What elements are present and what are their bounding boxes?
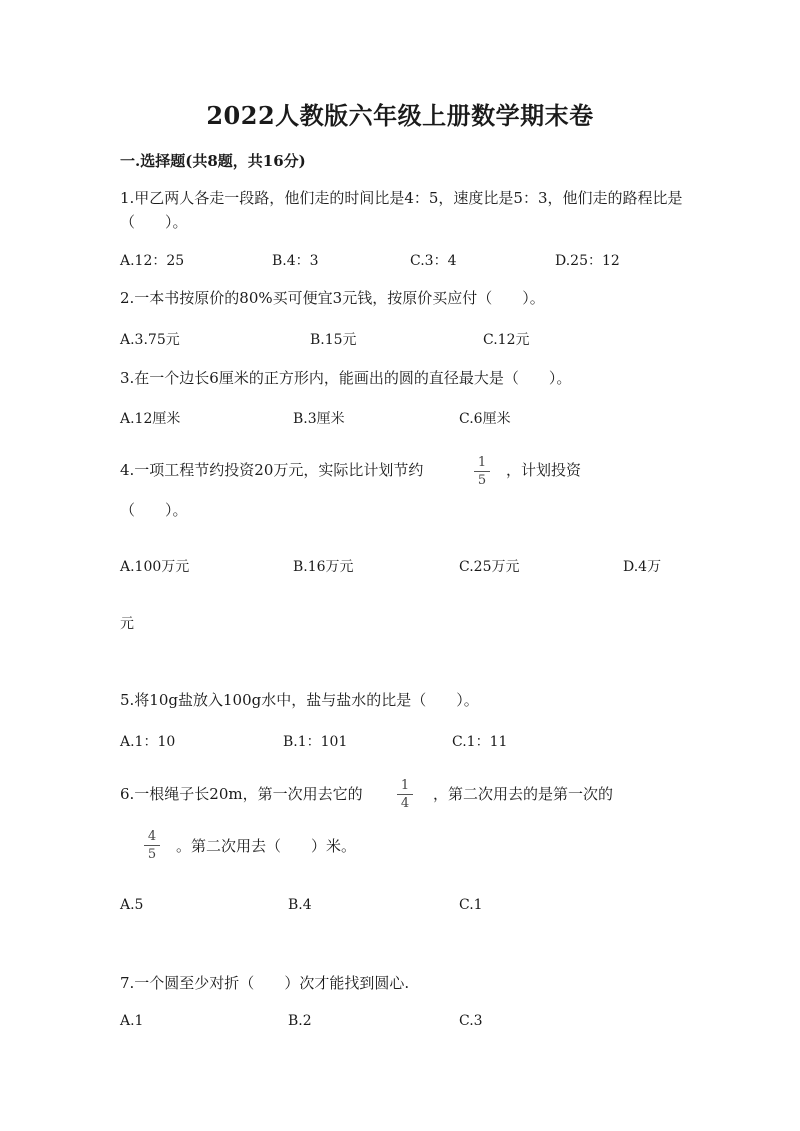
question-6-option-a[interactable]: A.5 [120,897,144,913]
question-7-text: 7.一个圆至少对折（ ）次才能找到圆心. [120,974,410,992]
question-4-text-a: 4.一项工程节约投资20万元，实际比计划节约 [120,461,424,479]
question-6-fraction-b [144,829,160,862]
question-5-option-c[interactable]: C.1：11 [452,734,508,750]
question-6-text-b: ，第二次用去的是第一次的 [433,785,614,803]
fraction-denominator: 5 [147,847,157,862]
question-1-option-c[interactable]: C.3：4 [410,253,457,269]
question-1-option-b[interactable]: B.4：3 [272,253,319,269]
fraction-denominator: 5 [477,473,487,488]
section-heading: 一.选择题(共8题，共16分) [120,152,306,170]
fraction-numerator: 1 [400,778,410,793]
fraction-numerator: 1 [477,455,487,470]
question-6-text-a: 6.一根绳子长20m，第一次用去它的 [120,785,363,803]
question-6-option-b[interactable]: B.4 [288,897,312,913]
fraction-bar [144,845,160,846]
question-4-fraction [474,455,490,488]
question-4-option-d-tail: 元 [120,616,134,632]
question-7-option-c[interactable]: C.3 [459,1013,483,1029]
question-4-option-d[interactable]: D.4万 [623,559,662,575]
fraction-denominator: 4 [400,796,410,811]
question-6-fraction-a [397,778,413,811]
question-3-option-b[interactable]: B.3厘米 [293,411,345,427]
question-5-option-b[interactable]: B.1：101 [283,734,348,750]
question-4-text-c: （ ）。 [120,501,188,519]
question-6-option-c[interactable]: C.1 [459,897,483,913]
question-3-option-c[interactable]: C.6厘米 [459,411,511,427]
question-7-option-b[interactable]: B.2 [288,1013,312,1029]
question-1-text: 1.甲乙两人各走一段路，他们走的时间比是4：5，速度比是5：3，他们走的路程比是（ ）。 [120,189,683,231]
question-3-option-a[interactable]: A.12厘米 [120,411,181,427]
question-6-text-c: 。第二次用去（ ）米。 [176,837,357,855]
fraction-bar [397,794,413,795]
question-2-option-c[interactable]: C.12元 [483,332,530,348]
question-4-option-c[interactable]: C.25万元 [459,559,520,575]
fraction-bar [474,471,490,472]
question-7-option-a[interactable]: A.1 [120,1013,144,1029]
question-4-text-b: ，计划投资 [506,461,582,479]
fraction-numerator: 4 [147,829,157,844]
question-4-option-a[interactable]: A.100万元 [120,559,190,575]
question-2-text: 2.一本书按原价的80%买可便宜3元钱，按原价买应付（ ）。 [120,289,545,307]
page-title: 2022人教版六年级上册数学期末卷 [206,101,594,130]
question-2-option-b[interactable]: B.15元 [310,332,357,348]
question-1-option-d[interactable]: D.25：12 [555,253,620,269]
question-5-text: 5.将10g盐放入100g水中，盐与盐水的比是（ ）。 [120,691,479,709]
question-5-option-a[interactable]: A.1：10 [120,734,176,750]
question-2-option-a[interactable]: A.3.75元 [120,332,180,348]
question-1-option-a[interactable]: A.12：25 [120,253,185,269]
question-4-option-b[interactable]: B.16万元 [293,559,354,575]
question-3-text: 3.在一个边长6厘米的正方形内，能画出的圆的直径最大是（ ）。 [120,369,572,387]
